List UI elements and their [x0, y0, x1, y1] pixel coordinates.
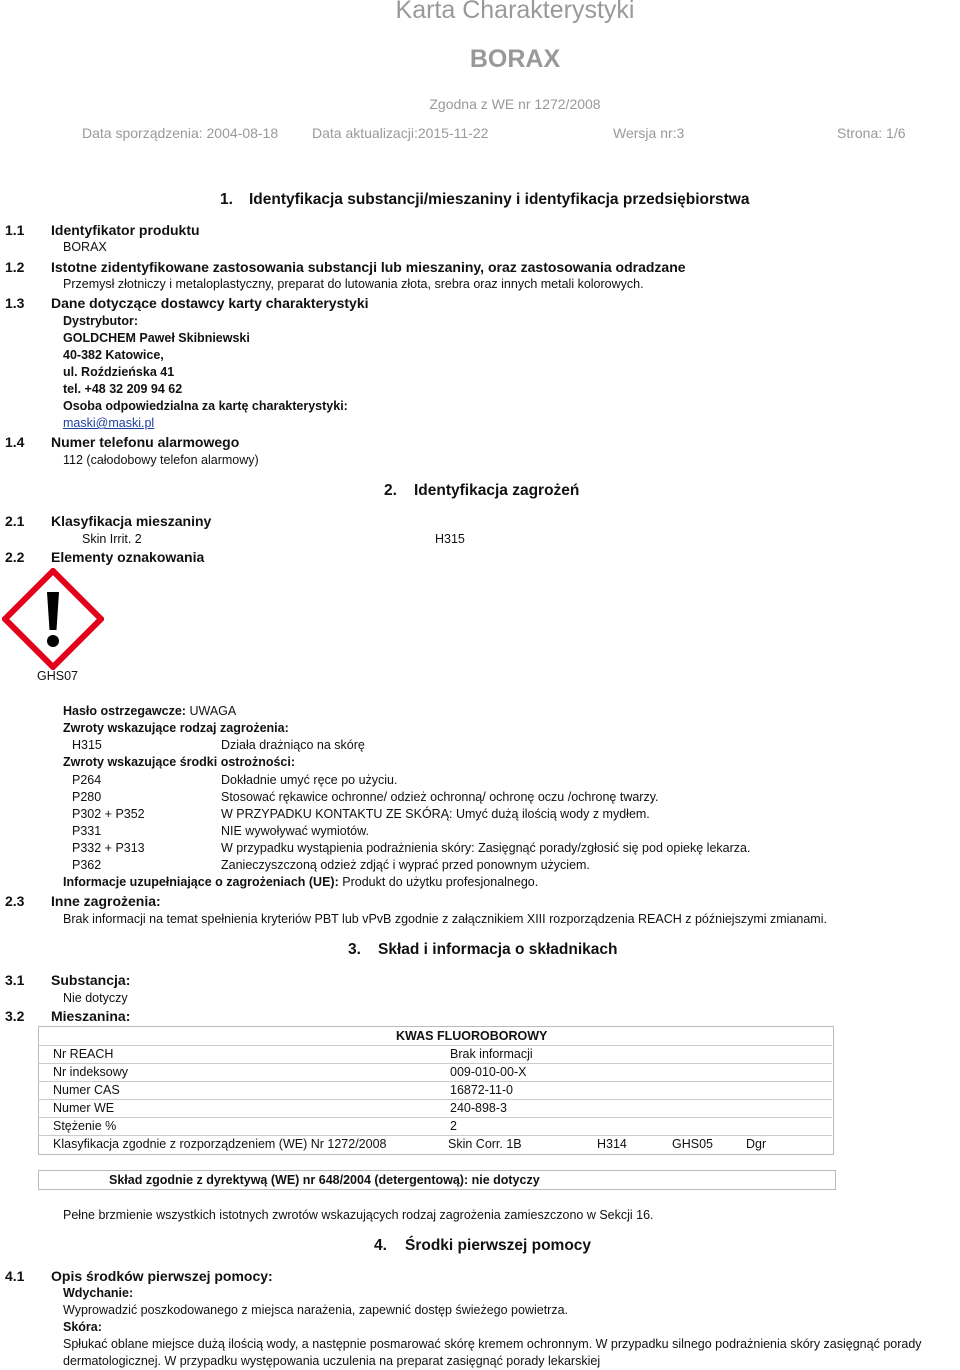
- supplementary-info-line: [63, 875, 538, 889]
- row-value: 240-898-3: [450, 1101, 507, 1115]
- product-identifier: BORAX: [63, 240, 107, 254]
- signal-word-line: [63, 704, 236, 718]
- section-3-2-number: 3.2: [5, 1008, 25, 1024]
- pictogram-code: GHS07: [37, 669, 78, 683]
- company-street: ul. Roździeńska 41: [63, 365, 175, 379]
- skin-text-line-1: Spłukać oblane miejsce dużą ilością wody, a następnie posmarować skórę kremem ochronnym. W przypadku silnego podrażnienia skóry zasięgnąć porady: [63, 1337, 922, 1351]
- table-row: [38, 1081, 832, 1100]
- date-updated: Data aktualizacji:2015-11-22: [312, 125, 489, 141]
- table-title-row: [38, 1027, 832, 1046]
- precaution-text: W przypadku wystąpienia podrażnienia skóry: Zasięgnąć porady/zgłosić się pod opiekę lekarza.: [221, 841, 751, 855]
- row-value: 16872-11-0: [450, 1083, 514, 1097]
- section-2-3-number: 2.3: [5, 893, 25, 909]
- supplementary-info: Produkt do użytku profesjonalnego.: [342, 875, 539, 889]
- company-name: GOLDCHEM Paweł Skibniewski: [63, 331, 250, 345]
- row-label: Nr REACH: [53, 1047, 114, 1061]
- section-2-2-number: 2.2: [5, 549, 25, 565]
- inhalation-label: Wdychanie:: [63, 1286, 134, 1300]
- section-1-number: 1.: [220, 191, 233, 208]
- precautionary-statements-label: Zwroty wskazujące środki ostrożności:: [63, 755, 296, 769]
- section-4-number: 4.: [374, 1237, 387, 1254]
- precaution-text: Stosować rękawice ochronne/ odzież ochronną/ ochronę oczu /ochronę twarzy.: [221, 790, 659, 804]
- section-1-2-title: Istotne zidentyfikowane zastosowania substancji lub mieszaniny, oraz zastosowania odradzane: [51, 259, 686, 275]
- class-pictogram: GHS05: [672, 1137, 713, 1151]
- row-label: Klasyfikacja zgodnie z rozporządzeniem (WE) Nr 1272/2008: [53, 1137, 387, 1151]
- section-1-2-number: 1.2: [5, 259, 25, 275]
- row-label: Numer WE: [53, 1101, 115, 1115]
- row-value: Brak informacji: [450, 1047, 533, 1061]
- precaution-code: P362: [72, 858, 102, 872]
- section-3-2-title: Mieszanina:: [51, 1008, 131, 1024]
- contact-email-link[interactable]: maski@maski.pl: [63, 416, 155, 430]
- row-value: 2: [450, 1119, 457, 1133]
- section-2-1-title: Klasyfikacja mieszaniny: [51, 513, 212, 529]
- section-3-title: Skład i informacja o składnikach: [378, 941, 618, 958]
- component-name: KWAS FLUOROBOROWY: [396, 1029, 548, 1043]
- section-2-3-title: Inne zagrożenia:: [51, 893, 161, 909]
- table-row: [38, 1117, 832, 1136]
- emergency-phone: 112 (całodobowy telefon alarmowy): [63, 453, 259, 467]
- precaution-text: Zanieczyszczoną odzież zdjąć i wyprać przed ponownym użyciem.: [221, 858, 590, 872]
- section-2-number: 2.: [384, 482, 397, 499]
- inhalation-text: Wyprowadzić poszkodowanego z miejsca narażenia, zapewnić dostęp świeżego powietrza.: [63, 1303, 569, 1317]
- classification-value: Skin Irrit. 2: [82, 532, 142, 546]
- section-1-4-title: Numer telefonu alarmowego: [51, 434, 240, 450]
- signal-word: UWAGA: [189, 704, 237, 718]
- responsible-person-label: Osoba odpowiedzialna za kartę charakterystyki:: [63, 399, 348, 413]
- section-4-1-number: 4.1: [5, 1268, 25, 1284]
- table-row: [38, 1045, 832, 1064]
- row-label: Numer CAS: [53, 1083, 120, 1097]
- hazard-statements-label: Zwroty wskazujące rodzaj zagrożenia:: [63, 721, 289, 735]
- section-2-title: Identyfikacja zagrożeń: [414, 482, 580, 499]
- class-hazard-code: H314: [597, 1137, 627, 1151]
- class-category: Skin Corr. 1B: [448, 1137, 522, 1151]
- company-phone: tel. +48 32 209 94 62: [63, 382, 183, 396]
- product-uses: Przemysł złotniczy i metaloplastyczny, preparat do lutowania złota, srebra oraz innych metali kolorowych.: [63, 277, 644, 291]
- precaution-text: NIE wywoływać wymiotów.: [221, 824, 369, 838]
- section-1-1-number: 1.1: [5, 222, 25, 238]
- precaution-code: P264: [72, 773, 102, 787]
- product-name-header: BORAX: [469, 45, 561, 73]
- precaution-code: P332 + P313: [72, 841, 145, 855]
- document-title: Karta Charakterystyki: [395, 0, 635, 24]
- hazard-text: Działa drażniąco na skórę: [221, 738, 365, 752]
- section-1-title: Identyfikacja substancji/mieszaniny i identyfikacja przedsiębiorstwa: [249, 191, 750, 208]
- row-value: 009-010-00-X: [450, 1065, 527, 1079]
- detergent-statement: Skład zgodnie z dyrektywą (WE) nr 648/2004 (detergentową): nie dotyczy: [109, 1173, 540, 1187]
- precaution-code: P331: [72, 824, 102, 838]
- other-hazards-text: Brak informacji na temat spełnienia kryteriów PBT lub vPvB zgodnie z załącznikiem XIII rozporządzenia REACH z późniejszymi zmianami.: [63, 912, 827, 926]
- page-number: Strona: 1/6: [837, 125, 906, 141]
- section-1-1-title: Identyfikator produktu: [51, 222, 200, 238]
- section-1-4-number: 1.4: [5, 434, 25, 450]
- hazard-code: H315: [72, 738, 102, 752]
- detergent-box: [38, 1170, 836, 1190]
- company-city: 40-382 Katowice,: [63, 348, 164, 362]
- section-3-1-number: 3.1: [5, 972, 25, 988]
- skin-text-line-2: dermatologicznej. W przypadku występowania uczulenia na preparat zasięgnąć porady lekarskiej: [63, 1354, 601, 1368]
- classification-code: H315: [435, 532, 465, 546]
- row-label: Stężenie %: [53, 1119, 117, 1133]
- date-prepared: Data sporządzenia: 2004-08-18: [82, 125, 279, 141]
- supplementary-info-label: Informacje uzupełniające o zagrożeniach (UE):: [63, 875, 339, 889]
- precaution-text: Dokładnie umyć ręce po użyciu.: [221, 773, 398, 787]
- regulation-note: Zgodna z WE nr 1272/2008: [429, 96, 601, 112]
- precaution-text: W PRZYPADKU KONTAKTU ZE SKÓRĄ: Umyć dużą ilością wody z mydłem.: [221, 807, 650, 821]
- substance-value: Nie dotyczy: [63, 991, 128, 1005]
- skin-label: Skóra:: [63, 1320, 102, 1334]
- row-label: Nr indeksowy: [53, 1065, 129, 1079]
- section-4-title: Środki pierwszej pomocy: [405, 1237, 592, 1254]
- table-row: [38, 1063, 832, 1082]
- precaution-code: P280: [72, 790, 102, 804]
- section-3-number: 3.: [348, 941, 361, 958]
- distributor-label: Dystrybutor:: [63, 314, 139, 328]
- table-row: [38, 1099, 832, 1118]
- signal-word-label: Hasło ostrzegawcze:: [63, 704, 186, 718]
- hazard-statements-note: Pełne brzmienie wszystkich istotnych zwrotów wskazujących rodzaj zagrożenia zamieszczono w Sekcji 16.: [63, 1208, 654, 1222]
- section-4-1-title: Opis środków pierwszej pomocy:: [51, 1268, 273, 1284]
- version-number: Wersja nr:3: [613, 125, 685, 141]
- section-3-1-title: Substancja:: [51, 972, 131, 988]
- section-1-3-title: Dane dotyczące dostawcy karty charakterystyki: [51, 295, 369, 311]
- exclamation-mark-diamond-icon: [2, 568, 104, 670]
- precaution-code: P302 + P352: [72, 807, 145, 821]
- class-signal-word: Dgr: [746, 1137, 767, 1151]
- section-2-2-title: Elementy oznakowania: [51, 549, 205, 565]
- classification-row: [38, 1135, 832, 1153]
- section-2-1-number: 2.1: [5, 513, 25, 529]
- section-1-3-number: 1.3: [5, 295, 25, 311]
